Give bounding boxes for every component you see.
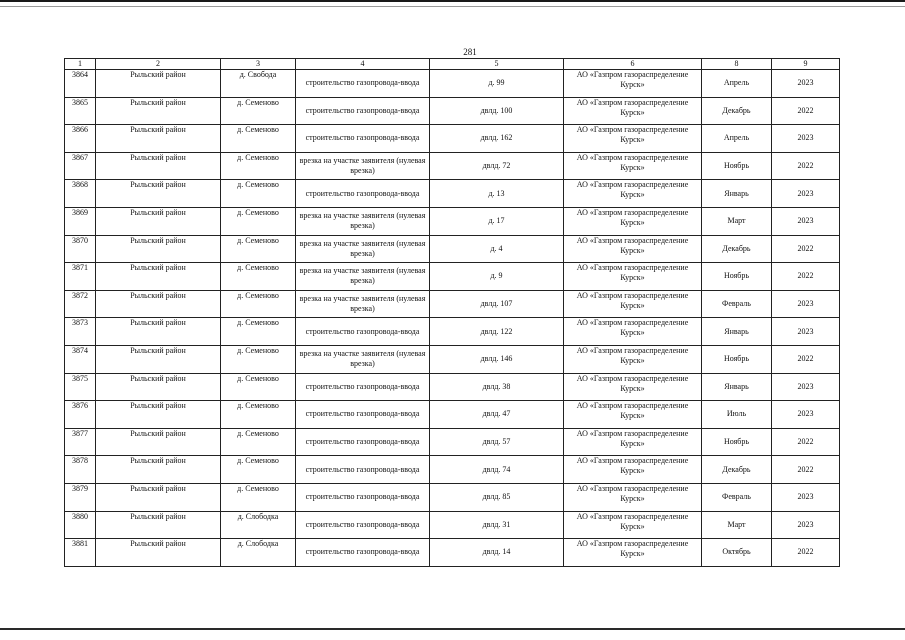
- settlement-cell: д. Семеново: [221, 125, 296, 153]
- table-row: [65, 318, 840, 346]
- work-type-cell: врезка на участке заявителя (нулевая врезка): [296, 345, 430, 373]
- organization-cell: АО «Газпром газораспределение Курск»: [564, 373, 702, 401]
- table-row: [65, 207, 840, 235]
- work-type-cell: строительство газопровода-ввода: [296, 483, 430, 511]
- year-cell: 2023: [772, 207, 840, 235]
- organization-cell: АО «Газпром газораспределение Курск»: [564, 511, 702, 539]
- district-cell: Рыльский район: [96, 511, 221, 539]
- month-cell: Ноябрь: [702, 345, 772, 373]
- address-cell: двлд. 72: [430, 152, 564, 180]
- row-number: 3875: [65, 373, 96, 401]
- work-type-cell: врезка на участке заявителя (нулевая врезка): [296, 290, 430, 318]
- address-cell: двлд. 31: [430, 511, 564, 539]
- month-cell: Ноябрь: [702, 263, 772, 291]
- work-type-cell: строительство газопровода-ввода: [296, 456, 430, 484]
- row-number: 3871: [65, 263, 96, 291]
- year-cell: 2023: [772, 125, 840, 153]
- address-cell: д. 13: [430, 180, 564, 208]
- address-cell: двлд. 146: [430, 345, 564, 373]
- table-row: [65, 263, 840, 291]
- work-type-cell: врезка на участке заявителя (нулевая врезка): [296, 207, 430, 235]
- year-cell: 2023: [772, 373, 840, 401]
- address-cell: двлд. 47: [430, 401, 564, 429]
- year-cell: 2022: [772, 152, 840, 180]
- address-cell: д. 99: [430, 70, 564, 98]
- district-cell: Рыльский район: [96, 539, 221, 567]
- month-cell: Ноябрь: [702, 428, 772, 456]
- row-number: 3879: [65, 483, 96, 511]
- organization-cell: АО «Газпром газораспределение Курск»: [564, 235, 702, 263]
- settlement-cell: д. Семеново: [221, 207, 296, 235]
- district-cell: Рыльский район: [96, 180, 221, 208]
- address-cell: двлд. 162: [430, 125, 564, 153]
- address-cell: д. 9: [430, 263, 564, 291]
- organization-cell: АО «Газпром газораспределение Курск»: [564, 125, 702, 153]
- organization-cell: АО «Газпром газораспределение Курск»: [564, 401, 702, 429]
- column-header: 6: [564, 59, 702, 70]
- row-number: 3877: [65, 428, 96, 456]
- district-cell: Рыльский район: [96, 483, 221, 511]
- month-cell: Октябрь: [702, 539, 772, 567]
- row-number: 3864: [65, 70, 96, 98]
- organization-cell: АО «Газпром газораспределение Курск»: [564, 263, 702, 291]
- work-type-cell: строительство газопровода-ввода: [296, 180, 430, 208]
- address-cell: д. 4: [430, 235, 564, 263]
- year-cell: 2022: [772, 263, 840, 291]
- district-cell: Рыльский район: [96, 401, 221, 429]
- settlement-cell: д. Семеново: [221, 373, 296, 401]
- address-cell: двлд. 100: [430, 97, 564, 125]
- district-cell: Рыльский район: [96, 207, 221, 235]
- year-cell: 2022: [772, 235, 840, 263]
- settlement-cell: д. Семеново: [221, 318, 296, 346]
- row-number: 3865: [65, 97, 96, 125]
- table-row: [65, 511, 840, 539]
- year-cell: 2023: [772, 70, 840, 98]
- district-cell: Рыльский район: [96, 373, 221, 401]
- settlement-cell: д. Семеново: [221, 401, 296, 429]
- organization-cell: АО «Газпром газораспределение Курск»: [564, 483, 702, 511]
- organization-cell: АО «Газпром газораспределение Курск»: [564, 456, 702, 484]
- column-header: 5: [430, 59, 564, 70]
- organization-cell: АО «Газпром газораспределение Курск»: [564, 97, 702, 125]
- year-cell: 2023: [772, 180, 840, 208]
- month-cell: Декабрь: [702, 456, 772, 484]
- column-header: 1: [65, 59, 96, 70]
- address-cell: двлд. 85: [430, 483, 564, 511]
- district-cell: Рыльский район: [96, 263, 221, 291]
- scan-edge-bottom: [0, 626, 905, 632]
- page-number: 281: [463, 47, 477, 57]
- address-cell: двлд. 74: [430, 456, 564, 484]
- organization-cell: АО «Газпром газораспределение Курск»: [564, 428, 702, 456]
- organization-cell: АО «Газпром газораспределение Курск»: [564, 70, 702, 98]
- table-row: [65, 539, 840, 567]
- work-type-cell: строительство газопровода-ввода: [296, 511, 430, 539]
- settlement-cell: д. Семеново: [221, 428, 296, 456]
- row-number: 3872: [65, 290, 96, 318]
- organization-cell: АО «Газпром газораспределение Курск»: [564, 207, 702, 235]
- column-header: 8: [702, 59, 772, 70]
- row-number: 3880: [65, 511, 96, 539]
- address-cell: двлд. 122: [430, 318, 564, 346]
- row-number: 3876: [65, 401, 96, 429]
- settlement-cell: д. Семеново: [221, 456, 296, 484]
- district-cell: Рыльский район: [96, 456, 221, 484]
- month-cell: Февраль: [702, 290, 772, 318]
- work-type-cell: строительство газопровода-ввода: [296, 539, 430, 567]
- month-cell: Декабрь: [702, 235, 772, 263]
- table-row: [65, 373, 840, 401]
- month-cell: Январь: [702, 180, 772, 208]
- month-cell: Ноябрь: [702, 152, 772, 180]
- settlement-cell: д. Семеново: [221, 263, 296, 291]
- settlement-cell: д. Семеново: [221, 235, 296, 263]
- row-number: 3870: [65, 235, 96, 263]
- table-row: [65, 97, 840, 125]
- address-cell: двлд. 107: [430, 290, 564, 318]
- register-table: [64, 58, 840, 567]
- address-cell: двлд. 38: [430, 373, 564, 401]
- organization-cell: АО «Газпром газораспределение Курск»: [564, 180, 702, 208]
- year-cell: 2022: [772, 428, 840, 456]
- table-row: [65, 152, 840, 180]
- district-cell: Рыльский район: [96, 428, 221, 456]
- table-row: [65, 290, 840, 318]
- work-type-cell: строительство газопровода-ввода: [296, 428, 430, 456]
- address-cell: двлд. 57: [430, 428, 564, 456]
- year-cell: 2023: [772, 290, 840, 318]
- settlement-cell: д. Слободка: [221, 511, 296, 539]
- address-cell: д. 17: [430, 207, 564, 235]
- address-cell: двлд. 14: [430, 539, 564, 567]
- month-cell: Апрель: [702, 70, 772, 98]
- column-header: 4: [296, 59, 430, 70]
- row-number: 3867: [65, 152, 96, 180]
- month-cell: Апрель: [702, 125, 772, 153]
- table-row: [65, 180, 840, 208]
- organization-cell: АО «Газпром газораспределение Курск»: [564, 152, 702, 180]
- year-cell: 2022: [772, 539, 840, 567]
- district-cell: Рыльский район: [96, 290, 221, 318]
- district-cell: Рыльский район: [96, 318, 221, 346]
- organization-cell: АО «Газпром газораспределение Курск»: [564, 318, 702, 346]
- work-type-cell: врезка на участке заявителя (нулевая врезка): [296, 152, 430, 180]
- settlement-cell: д. Свобода: [221, 70, 296, 98]
- year-cell: 2022: [772, 345, 840, 373]
- month-cell: Март: [702, 207, 772, 235]
- month-cell: Февраль: [702, 483, 772, 511]
- table-row: [65, 235, 840, 263]
- table-row: [65, 345, 840, 373]
- row-number: 3866: [65, 125, 96, 153]
- year-cell: 2023: [772, 511, 840, 539]
- table-row: [65, 70, 840, 98]
- settlement-cell: д. Семеново: [221, 290, 296, 318]
- month-cell: Июль: [702, 401, 772, 429]
- row-number: 3878: [65, 456, 96, 484]
- column-header: 9: [772, 59, 840, 70]
- scan-edge-top: [0, 0, 905, 10]
- table-row: [65, 401, 840, 429]
- year-cell: 2023: [772, 483, 840, 511]
- settlement-cell: д. Семеново: [221, 152, 296, 180]
- column-header: 3: [221, 59, 296, 70]
- year-cell: 2023: [772, 318, 840, 346]
- month-cell: Январь: [702, 318, 772, 346]
- table-body: [65, 70, 840, 567]
- settlement-cell: д. Слободка: [221, 539, 296, 567]
- settlement-cell: д. Семеново: [221, 483, 296, 511]
- settlement-cell: д. Семеново: [221, 180, 296, 208]
- work-type-cell: строительство газопровода-ввода: [296, 70, 430, 98]
- month-cell: Март: [702, 511, 772, 539]
- table-row: [65, 456, 840, 484]
- column-header: 2: [96, 59, 221, 70]
- table-row: [65, 428, 840, 456]
- year-cell: 2022: [772, 97, 840, 125]
- organization-cell: АО «Газпром газораспределение Курск»: [564, 345, 702, 373]
- work-type-cell: строительство газопровода-ввода: [296, 97, 430, 125]
- table-row: [65, 125, 840, 153]
- organization-cell: АО «Газпром газораспределение Курск»: [564, 290, 702, 318]
- district-cell: Рыльский район: [96, 345, 221, 373]
- header-row: [65, 59, 840, 70]
- row-number: 3874: [65, 345, 96, 373]
- work-type-cell: врезка на участке заявителя (нулевая врезка): [296, 263, 430, 291]
- month-cell: Декабрь: [702, 97, 772, 125]
- work-type-cell: строительство газопровода-ввода: [296, 125, 430, 153]
- district-cell: Рыльский район: [96, 70, 221, 98]
- district-cell: Рыльский район: [96, 125, 221, 153]
- work-type-cell: строительство газопровода-ввода: [296, 401, 430, 429]
- work-type-cell: строительство газопровода-ввода: [296, 373, 430, 401]
- work-type-cell: врезка на участке заявителя (нулевая врезка): [296, 235, 430, 263]
- row-number: 3868: [65, 180, 96, 208]
- month-cell: Январь: [702, 373, 772, 401]
- work-type-cell: строительство газопровода-ввода: [296, 318, 430, 346]
- organization-cell: АО «Газпром газораспределение Курск»: [564, 539, 702, 567]
- row-number: 3881: [65, 539, 96, 567]
- district-cell: Рыльский район: [96, 97, 221, 125]
- row-number: 3869: [65, 207, 96, 235]
- settlement-cell: д. Семеново: [221, 97, 296, 125]
- table-row: [65, 483, 840, 511]
- district-cell: Рыльский район: [96, 152, 221, 180]
- district-cell: Рыльский район: [96, 235, 221, 263]
- row-number: 3873: [65, 318, 96, 346]
- year-cell: 2022: [772, 456, 840, 484]
- year-cell: 2023: [772, 401, 840, 429]
- settlement-cell: д. Семеново: [221, 345, 296, 373]
